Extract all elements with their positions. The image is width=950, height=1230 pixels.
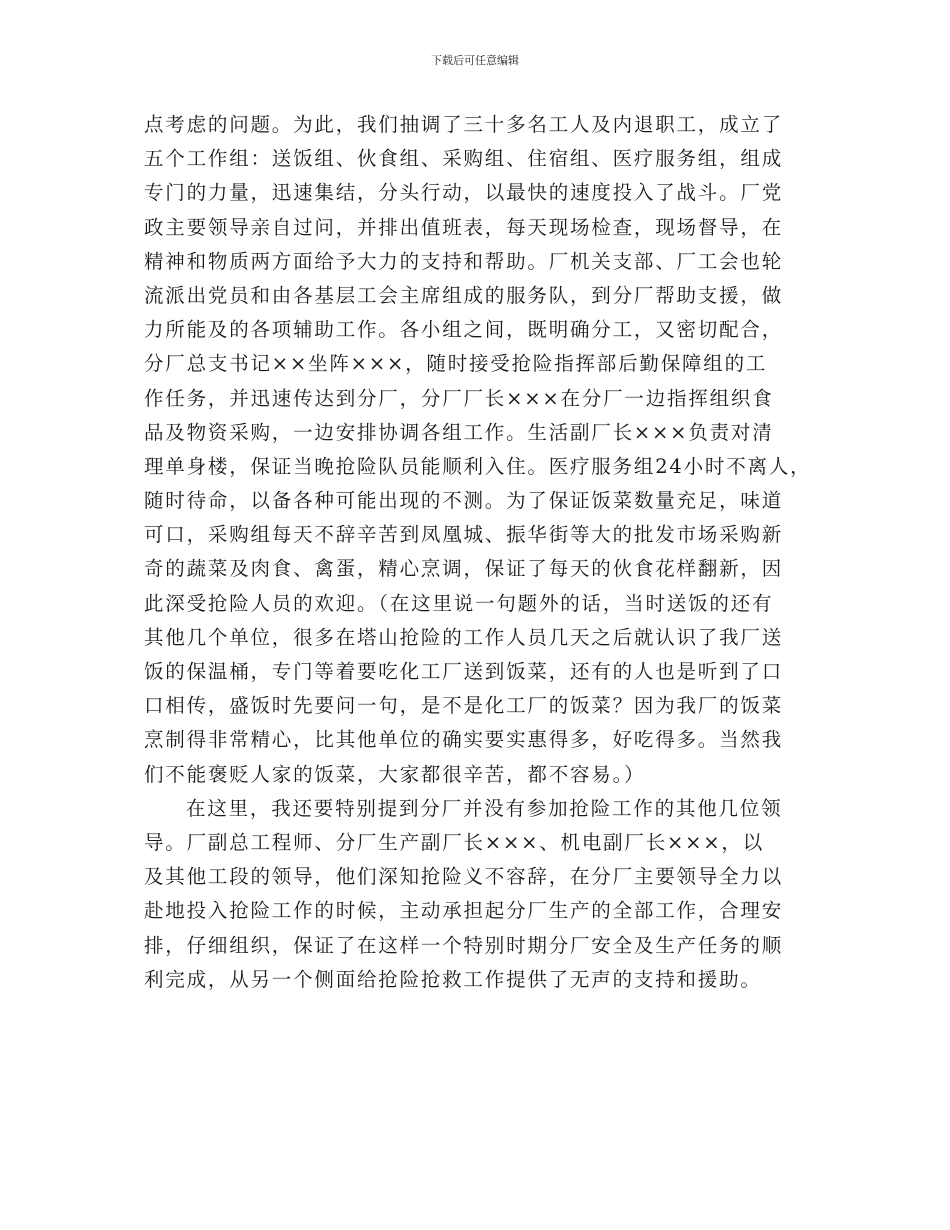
- body-text: [144, 108, 824, 997]
- text-line: 专门的力量，迅速集结，分头行动，以最快的速度投入了战斗。厂党: [144, 181, 784, 205]
- text-line: 力所能及的各项辅助工作。各小组之间，既明确分工，又密切配合，: [144, 318, 784, 342]
- text-line: 精神和物质两方面给予大力的支持和帮助。厂机关支部、厂工会也轮: [144, 249, 784, 273]
- text-line: 们不能褒贬人家的饭菜，大家都很辛苦，都不容易。）: [144, 762, 646, 786]
- text-line: 随时待命，以备各种可能出现的不测。为了保证饭菜数量充足，味道: [144, 489, 784, 513]
- text-line: 流派出党员和由各基层工会主席组成的服务队，到分厂帮助支援，做: [144, 283, 784, 307]
- text-line: 奇的蔬菜及肉食、禽蛋，精心烹调，保证了每天的伙食花样翻新，因: [144, 557, 784, 581]
- text-line: 此深受抢险人员的欢迎。（在这里说一句题外的话，当时送饭的还有: [144, 591, 774, 615]
- text-line: 利完成，从另一个侧面给抢险抢救工作提供了无声的支持和援助。: [144, 967, 762, 991]
- text-line: 点考虑的问题。为此，我们抽调了三十多名工人及内退职工，成立了: [144, 113, 784, 136]
- text-line: 分厂总支书记××坐阵×××，随时接受抢险指挥部后勤保障组的工: [144, 352, 768, 376]
- text-line: 口相传，盛饭时先要问一句，是不是化工厂的饭菜？因为我厂的饭菜: [144, 694, 784, 718]
- text-line: 品及物资采购，一边安排协调各组工作。生活副厂长×××负责对清: [144, 420, 774, 444]
- text-line: 烹制得非常精心，比其他单位的确实要实惠得多，好吃得多。当然我: [144, 728, 784, 752]
- page-header: 下载后可任意编辑: [431, 54, 519, 67]
- text-line: 赴地投入抢险工作的时候，主动承担起分厂生产的全部工作，合理安: [144, 899, 784, 923]
- paragraph-1: [144, 108, 824, 792]
- text-line: 其他几个单位，很多在塔山抢险的工作人员几天之后就认识了我厂送: [144, 625, 784, 649]
- text-line: 排，仔细组织，保证了在这样一个特别时期分厂安全及生产任务的顺: [144, 933, 784, 957]
- text-line-indented: 在这里，我还要特别提到分厂并没有参加抢险工作的其他几位领: [186, 796, 783, 820]
- paragraph-2: [144, 792, 824, 997]
- text-line: 可口，采购组每天不辞辛苦到凤凰城、振华街等大的批发市场采购新: [144, 523, 784, 547]
- text-line: 理单身楼，保证当晚抢险队员能顺利入住。医疗服务组24小时不离人，: [144, 454, 812, 478]
- text-line: 导。厂副总工程师、分厂生产副厂长×××、机电副厂长×××，以: [144, 830, 765, 854]
- text-line: 政主要领导亲自过问，并排出值班表，每天现场检查，现场督导，在: [144, 215, 784, 239]
- text-line: 五个工作组：送饭组、伙食组、采购组、住宿组、医疗服务组，组成: [144, 147, 784, 171]
- text-line: 及其他工段的领导，他们深知抢险义不容辞，在分厂主要领导全力以: [144, 865, 784, 889]
- text-line: 作任务，并迅速传达到分厂，分厂厂长×××在分厂一边指挥组织食: [144, 386, 774, 410]
- text-line: 饭的保温桶，专门等着要吃化工厂送到饭菜，还有的人也是听到了口: [144, 660, 784, 683]
